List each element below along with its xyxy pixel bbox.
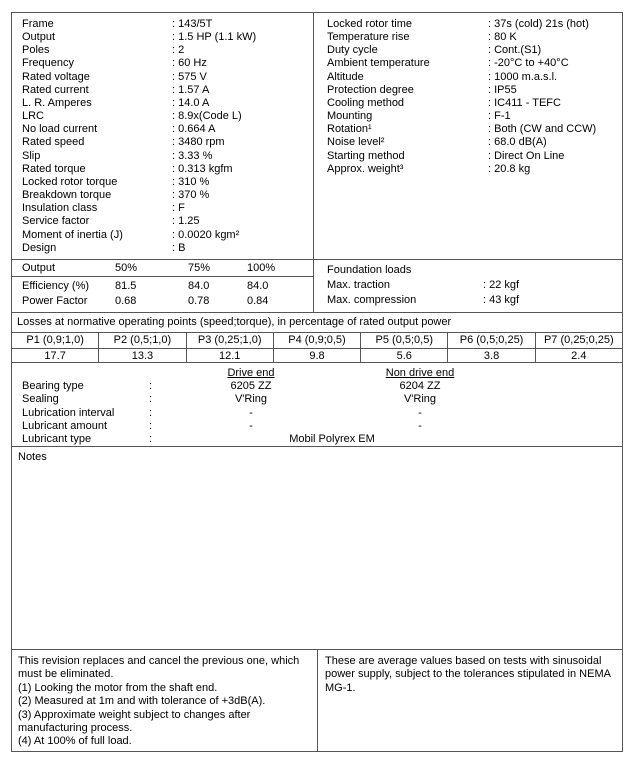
power-factor-row <box>12 294 313 309</box>
spec-label: Rated voltage <box>22 70 90 83</box>
non-drive-end-header: Non drive end <box>385 367 455 379</box>
efficiency-label: Efficiency (%) <box>22 280 90 292</box>
spec-row-altitude <box>327 71 622 84</box>
losses-point-header: P7 (0,25;0,25) <box>543 334 614 346</box>
footer-left-line: must be eliminated. <box>18 668 114 681</box>
losses-point-value: 17.7 <box>12 349 99 362</box>
spec-label: Noise level² <box>327 136 385 149</box>
spec-label: Rated speed <box>22 136 85 149</box>
spec-row-rated-torque <box>22 163 313 176</box>
spec-value: : 1000 m.a.s.l. <box>488 70 558 83</box>
motor-datasheet <box>11 12 623 752</box>
losses-point-header: P1 (0,9;1,0) <box>12 333 99 348</box>
spec-row-temperature-rise <box>327 31 622 44</box>
spec-label: Ambient temperature <box>327 57 430 70</box>
spec-label: Starting method <box>327 149 405 162</box>
spec-row-design <box>22 242 313 255</box>
spec-value: : Direct On Line <box>488 149 565 162</box>
spec-row-lrc <box>22 110 313 123</box>
max-traction-label: Max. traction <box>327 279 390 291</box>
spec-row-rotation <box>327 123 622 136</box>
footer-left-line: manufacturing process. <box>18 722 133 735</box>
spec-value: : 1.5 HP (1.1 kW) <box>172 31 257 44</box>
notes-section <box>12 447 622 650</box>
losses-point-header: P4 (0,9;0,5) <box>274 333 361 348</box>
separator: : <box>149 433 153 446</box>
spec-value: : 14.0 A <box>172 96 210 109</box>
spec-value: : 143/5T <box>172 18 213 30</box>
spec-label: Protection degree <box>327 83 414 96</box>
spec-value: : 0.664 A <box>172 123 216 136</box>
spec-value: : 3.33 % <box>172 149 213 162</box>
spec-label: Rated current <box>22 83 89 96</box>
lubricant-amount-row <box>12 420 622 433</box>
drive-end-header: Drive end <box>227 367 275 379</box>
spec-row-frequency <box>22 57 313 70</box>
spec-value: : 60 Hz <box>172 57 207 70</box>
spec-label: Locked rotor time <box>327 18 412 30</box>
max-traction-value: : 22 kgf <box>483 279 520 291</box>
spec-row-noise-level <box>327 136 622 149</box>
spec-row-duty-cycle <box>327 44 622 57</box>
foundation-loads <box>314 260 622 312</box>
lubricant-type-label: Lubricant type <box>22 433 92 446</box>
spec-label: Duty cycle <box>327 44 378 57</box>
spec-row-ambient-temperature <box>327 57 622 70</box>
losses-values-row <box>12 349 622 363</box>
spec-row-cooling-method <box>327 97 622 110</box>
spec-value: : F-1 <box>488 110 511 123</box>
spec-label: Frame <box>22 18 54 30</box>
losses-point-value: 3.8 <box>448 349 535 362</box>
spec-label: Frequency <box>22 57 74 70</box>
losses-point-value: 9.8 <box>274 349 361 362</box>
losses-point-header: P2 (0,5;1,0) <box>99 333 186 348</box>
spec-label: Altitude <box>327 70 364 83</box>
sealing-label: Sealing <box>22 393 59 406</box>
separator: : <box>149 380 153 393</box>
losses-point-header: P6 (0,5;0,25) <box>448 333 535 348</box>
footer-left-line: This revision replaces and cancel the previous one, which <box>18 655 300 667</box>
performance-header-75: 75% <box>188 262 211 274</box>
sealing-non-drive: V'Ring <box>403 393 437 406</box>
spec-label: Service factor <box>22 215 90 228</box>
efficiency-row <box>12 279 313 294</box>
spec-label: Locked rotor torque <box>22 175 118 188</box>
bearings-header-row <box>12 367 622 380</box>
performance-header-50: 50% <box>115 262 138 274</box>
max-compression-row <box>327 293 622 308</box>
spec-row-output <box>22 31 313 44</box>
spec-row-rated-voltage <box>22 71 313 84</box>
efficiency-50: 81.5 <box>115 280 137 292</box>
lubricant-amount-non-drive: - <box>418 419 422 432</box>
spec-row-no-load-current <box>22 123 313 136</box>
footer-right-line: These are average values based on tests with sinusoidal <box>325 655 602 667</box>
spec-label: L. R. Amperes <box>22 96 92 109</box>
spec-row-rated-current <box>22 84 313 97</box>
bearings-section <box>12 363 622 447</box>
losses-point-value: 12.1 <box>187 349 274 362</box>
foundation-loads-title: Foundation loads <box>327 264 412 276</box>
spec-value: : 0.313 kgfm <box>172 162 233 175</box>
spec-row-mounting <box>327 110 622 123</box>
bearing-type-non-drive: 6204 ZZ <box>399 380 441 393</box>
separator: : <box>149 393 153 406</box>
performance-section <box>12 260 622 313</box>
spec-label: Slip <box>22 149 41 162</box>
spec-value: : 80 K <box>488 31 517 44</box>
lubricant-amount-drive: - <box>249 419 253 432</box>
spec-label: Breakdown torque <box>22 189 112 202</box>
losses-point-value: 13.3 <box>99 349 186 362</box>
spec-row-insulation-class <box>22 202 313 215</box>
max-compression-value: : 43 kgf <box>483 294 520 306</box>
power-factor-75: 0.78 <box>188 294 210 307</box>
losses-header-row <box>12 333 622 349</box>
spec-row-rated-speed <box>22 136 313 149</box>
spec-value: : 1.25 <box>172 215 200 228</box>
power-factor-label: Power Factor <box>22 294 88 307</box>
spec-value: : -20°C to +40°C <box>488 57 569 70</box>
footer-left-line: (1) Looking the motor from the shaft end. <box>18 681 218 694</box>
spec-value: : 1.57 A <box>172 83 210 96</box>
lubrication-interval-row <box>12 407 622 420</box>
notes-label: Notes <box>18 451 47 463</box>
power-factor-50: 0.68 <box>115 294 137 307</box>
spec-value: : 3480 rpm <box>172 136 225 149</box>
lubrication-interval-drive: - <box>249 406 253 419</box>
spec-row-starting-method <box>327 150 622 163</box>
performance-header-row <box>12 260 313 277</box>
spec-value: : Cont.(S1) <box>488 44 542 57</box>
spec-label: Output <box>22 31 56 44</box>
spec-value: : 2 <box>172 44 185 57</box>
bearing-type-drive: 6205 ZZ <box>230 380 272 393</box>
performance-table <box>12 260 314 312</box>
spec-value: : 310 % <box>172 175 210 188</box>
losses-point-header: P3 (0,25;1,0) <box>187 333 274 348</box>
footer-revision-note <box>12 650 318 751</box>
spec-label: LRC <box>22 110 45 123</box>
spec-label: Mounting <box>327 110 373 123</box>
spec-row-service-factor <box>22 215 313 228</box>
spec-value: : IC411 - TEFC <box>488 96 561 109</box>
spec-row-frame <box>22 18 313 31</box>
spec-label: No load current <box>22 123 98 136</box>
spec-value: : 68.0 dB(A) <box>488 136 547 149</box>
spec-row-approx-weight <box>327 163 622 176</box>
spec-label: Rated torque <box>22 162 86 175</box>
spec-column-left <box>12 13 314 259</box>
spec-row-moment-of-inertia <box>22 229 313 242</box>
losses-point-value: 2.4 <box>571 350 587 362</box>
footer-right-line: power supply, subject to the tolerances stipulated in NEMA <box>325 668 611 681</box>
spec-value: : IP55 <box>488 83 517 96</box>
spec-label: Approx. weight³ <box>327 162 404 175</box>
efficiency-100: 84.0 <box>247 280 269 292</box>
spec-label: Moment of inertia (J) <box>22 228 123 241</box>
performance-header-100: 100% <box>247 262 276 274</box>
footer-left-line: (3) Approximate weight subject to changes after <box>18 708 251 721</box>
spec-row-breakdown-torque <box>22 189 313 202</box>
losses-title: Losses at normative operating points (speed;torque), in percentage of rated output power <box>12 313 622 333</box>
power-factor-100: 0.84 <box>247 294 269 307</box>
bearing-type-row <box>12 380 622 393</box>
spec-row-protection-degree <box>327 84 622 97</box>
spec-row-poles <box>22 44 313 57</box>
separator: : <box>149 406 153 419</box>
spec-row-lr-amperes <box>22 97 313 110</box>
max-compression-label: Max. compression <box>327 294 417 306</box>
sealing-row <box>12 393 622 406</box>
sealing-drive: V'Ring <box>234 393 268 406</box>
lubricant-type-row <box>12 433 622 446</box>
spec-value: : 0.0020 kgm² <box>172 228 240 241</box>
losses-point-value: 5.6 <box>361 349 448 362</box>
spec-row-locked-rotor-time <box>327 18 622 31</box>
spec-value: : 370 % <box>172 189 210 202</box>
spec-label: Temperature rise <box>327 31 410 44</box>
footer-left-line: (4) At 100% of full load. <box>18 735 132 748</box>
performance-body <box>12 277 313 308</box>
bearing-type-label: Bearing type <box>22 380 84 393</box>
performance-header-label: Output <box>22 262 56 274</box>
losses-point-header: P5 (0,5;0,5) <box>361 333 448 348</box>
spec-label: Design <box>22 241 57 254</box>
spec-value: : 20.8 kg <box>488 162 531 175</box>
spec-label: Insulation class <box>22 202 98 215</box>
lubricant-amount-label: Lubricant amount <box>22 419 107 432</box>
lubrication-interval-label: Lubrication interval <box>22 406 115 419</box>
spec-value: : F <box>172 202 185 215</box>
footer-tolerance-note <box>318 650 622 751</box>
footer-right-line: MG-1. <box>325 681 356 694</box>
spec-value: : 575 V <box>172 70 207 83</box>
spec-label: Cooling method <box>327 96 405 109</box>
efficiency-75: 84.0 <box>188 280 210 292</box>
spec-value: : B <box>172 241 186 254</box>
spec-row-slip <box>22 150 313 163</box>
lubrication-interval-non-drive: - <box>418 406 422 419</box>
max-traction-row <box>327 278 622 293</box>
spec-label: Rotation¹ <box>327 123 372 136</box>
spec-column-right <box>314 13 622 259</box>
spec-value: : Both (CW and CCW) <box>488 123 597 136</box>
spec-section <box>12 13 622 260</box>
spec-row-locked-rotor-torque <box>22 176 313 189</box>
spec-value: : 37s (cold) 21s (hot) <box>488 18 589 30</box>
spec-label: Poles <box>22 44 50 57</box>
spec-value: : 8.9x(Code L) <box>172 110 242 123</box>
footer-section <box>12 650 622 751</box>
lubricant-type-value: Mobil Polyrex EM <box>289 433 375 446</box>
separator: : <box>149 419 153 432</box>
footer-left-line: (2) Measured at 1m and with tolerance of +3dB(A). <box>18 695 266 708</box>
